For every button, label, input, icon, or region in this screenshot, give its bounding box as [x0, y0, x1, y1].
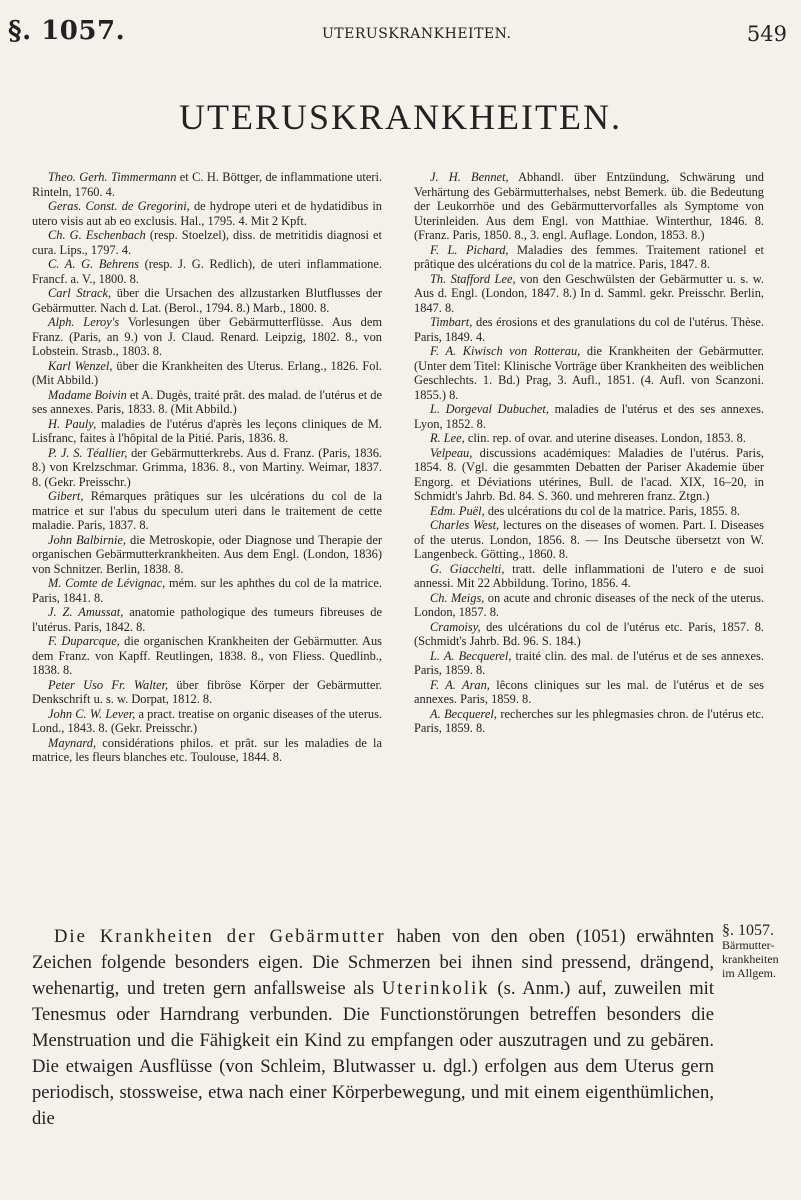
entry-text: Vorlesungen über Gebärmutterflüsse. Aus dem Franz. (Paris, an 9.) von J. Claud. Renard. Leipzig, 1802. 8., von Lobstein. Strasb., 1803. 8.	[32, 315, 382, 358]
bibliography-entry	[32, 315, 382, 359]
entry-author: Theo. Gerh. Timmermann	[48, 170, 177, 184]
entry-author: Velpeau,	[430, 445, 473, 460]
entry-author: Maynard,	[48, 735, 97, 750]
entry-author: F. A. Aran,	[430, 677, 490, 692]
entry-text: et C. H. Böttger, de inflammatione uteri. Rinteln, 1760. 4.	[32, 170, 382, 199]
entry-author: M. Comte de Lévignac,	[48, 576, 166, 590]
bibliography-entry	[32, 286, 382, 315]
bibliography-entry	[414, 431, 764, 446]
entry-text: des érosions et des granulations du col de l'utérus. Thèse. Paris, 1849. 4.	[414, 315, 764, 344]
bibliography-entry	[32, 199, 382, 228]
entry-text: die Krankheiten der Gebärmutter. (Unter dem Titel: Klinische Vorträge über Krankheiten des weiblichen Geschlechts. 1. Bd.) Prag, 3. Aufl., 1851. (4. Aufl. von Scanzoni. 1855.) 8.	[414, 344, 764, 402]
bibliography-entry	[414, 678, 764, 707]
entry-text: considérations philos. et prât. sur les maladies de la matrice, les fleurs blanches etc. Toulouse, 1844. 8.	[32, 735, 382, 764]
main-text-part1: haben von den oben (1051) erwähnten Zeichen folgende besonders eigen. Die Schmerzen bei ihnen sind pressend, drängend, wehenartig, und treten gern anfallsweise als	[32, 926, 714, 999]
entry-author: Th. Stafford Lee,	[430, 271, 516, 286]
entry-text: die Metroskopie, oder Diagnose und Therapie der organischen Gebärmutterkrankheiten. Aus dem Engl. (London, 1836) von Schnitzer. Berlin, 1838. 8.	[32, 532, 383, 576]
entry-text: der Gebärmutterkrebs. Aus d. Franz. (Paris, 1836. 8.) von Krelzschmar. Grimma, 1836. 8., von Martiny. Weimar, 1837. 8. (Gekr. Preisschr.)	[32, 445, 382, 489]
bibliography-entry	[32, 533, 382, 577]
main-text-lead: Die Krankheiten der Gebärmutter	[54, 926, 386, 947]
entry-author: Edm. Puël,	[430, 503, 485, 518]
entry-text: clin. rep. of ovar. and uterine diseases. London, 1853. 8.	[464, 431, 746, 445]
bibliography-entry	[32, 707, 382, 736]
margin-note-line: im Allgem.	[722, 966, 776, 980]
entry-author: Alph. Leroy's	[48, 315, 120, 329]
bibliography-entry	[414, 562, 764, 591]
margin-note	[722, 924, 798, 980]
bibliography-entry	[32, 605, 382, 634]
entry-text: on acute and chronic diseases of the neck of the uterus. London, 1857. 8.	[414, 590, 764, 619]
entry-author: Peter Uso Fr. Walter,	[48, 677, 169, 692]
entry-text: traité clin. des mal. de l'utérus et de ses annexes. Paris, 1859. 8.	[414, 648, 764, 677]
entry-text: maladies de l'utérus et des ses annexes. Lyon, 1852. 8.	[414, 402, 764, 431]
entry-author: Gibert,	[48, 489, 84, 503]
main-text-part2: (s. Anm.) auf, zuweilen mit Tenesmus oder Harndrang verbunden. Die Functionstörungen betreffen besonders die Menstruation und die Fähigkeit ein Kind zu empfangen oder auszutragen und zu gebären. Die etwaigen Ausflüsse (von Schleim, Blutwasser u. dgl.) erfolgen aus dem Uterus gern periodisch, stossweise, etwa nach einer Körperbewegung, und mit einem eigenthümlichen, die	[32, 978, 714, 1129]
entry-text: Rémarques prâtiques sur les ulcérations du col de la matrice et sur l'abus du speculum uteri dans le traitement de cette maladie. Paris, 1837. 8.	[32, 489, 382, 532]
running-head-section: §. 1057.	[8, 16, 126, 46]
entry-author: Timbart,	[430, 315, 473, 329]
entry-author: Madame Boivin	[48, 387, 127, 402]
entry-text: die organischen Krankheiten der Gebärmutter. Aus dem Franz. von Kapff. Reutlingen, 1838. 8., von Fliess. Quedlinb., 1838. 8.	[32, 634, 382, 677]
entry-author: G. Giacchelti,	[430, 561, 505, 576]
entry-text: von den Geschwülsten der Gebärmutter u. s. w. Aus d. Engl. (London, 1847. 8.) In d. Samml. gekr. Preisschr. Berlin, 1847. 8.	[414, 271, 765, 315]
bibliography-entry	[32, 576, 382, 605]
main-paragraph	[32, 924, 714, 1132]
bibliography-entry	[32, 359, 382, 388]
entry-text: maladies de l'utérus d'après les leçons cliniques de M. Lisfranc, faites à l'hôpital de la Pitié. Paris, 1836. 8.	[32, 416, 382, 445]
entry-author: F. Duparcque,	[48, 634, 120, 648]
entry-text: des ulcérations du col de la matrice. Paris, 1855. 8.	[484, 503, 741, 518]
bibliography-entry	[32, 417, 382, 446]
entry-author: R. Lee,	[430, 431, 465, 445]
entry-text: Abhandl. über Entzündung, Schwärung und Verhärtung des Gebärmutterhalses, nebst Bemerk. üb. die Bedeutung der Leukorrhöe und des Gebärmuttervorfalles als Symptome von Uterinleiden. Aus dem Engl. von Matthiae. Winterthur, 1846. 8. (Franz. Paris, 1850. 8., 3. engl. Auflage. London, 1853. 8.)	[414, 170, 764, 242]
bibliography-entry	[414, 402, 764, 431]
running-head	[0, 16, 801, 56]
entry-author: John C. W. Lever,	[48, 706, 136, 721]
entry-text: lectures on the diseases of women. Part. I. Diseases of the uterus. London, 1856. 8. — Ins Deutsche übersetzt von W. Langenbeck. Götting., 1860. 8.	[414, 518, 764, 561]
entry-text: a pract. treatise on organic diseases of the uterus. Lond., 1843. 8. (Gekr. Preisschr.)	[32, 706, 382, 735]
entry-author: L. Dorgeval Dubuchet,	[430, 402, 549, 416]
entry-author: J. Z. Amussat,	[48, 605, 124, 619]
bibliography-entry	[414, 315, 764, 344]
bibliography-entry	[414, 344, 764, 402]
entry-text: über die Krankheiten des Uterus. Erlang., 1826. Fol. (Mit Abbild.)	[32, 358, 382, 387]
bibliography-entry	[414, 591, 764, 620]
bibliography-entry	[414, 243, 764, 272]
bibliography-entry	[32, 228, 382, 257]
bibliography-entry	[32, 489, 382, 533]
entry-text: über die Ursachen des allzustarken Blutflusses der Gebärmutter. Nach d. Lat. (Berol., 1794. 8.) Marb., 1800. 8.	[32, 286, 382, 315]
entry-author: L. A. Becquerel,	[430, 648, 512, 663]
bibliography-entry	[32, 634, 382, 678]
entry-author: H. Pauly,	[48, 416, 97, 431]
entry-text: discussions académiques: Maladies de l'utérus. Paris, 1854. 8. (Vgl. die gesammten Debatten der Pariser Akademie über Engorg. et Déviations utérines, Bull. de l'acad. XIX, 16–20, in Schmidt's Jahrb. Bd. 84. S. 360. und mehreren franz. Ztgn.)	[414, 445, 764, 503]
running-head-title: UTERUSKRANKHEITEN.	[322, 26, 512, 42]
bibliography-entry	[32, 736, 382, 765]
bibliography-entry	[414, 620, 764, 649]
bibliography-entry	[32, 678, 382, 707]
bibliography-left-column	[32, 170, 382, 765]
entry-author: Charles West,	[430, 518, 500, 532]
entry-text: mém. sur les aphthes du col de la matrice. Paris, 1841. 8.	[32, 576, 383, 605]
main-text	[32, 924, 714, 1132]
entry-author: John Balbirnie,	[48, 532, 127, 547]
chapter-title: UTERUSKRANKHEITEN.	[179, 97, 622, 137]
bibliography-entry	[32, 170, 382, 199]
bibliography-entry	[414, 446, 764, 504]
entry-author: F. L. Pichard,	[430, 242, 509, 257]
margin-note-line: Bärmutter-	[722, 938, 775, 952]
page-number: 549	[746, 22, 787, 46]
bibliography-entry	[414, 504, 764, 519]
entry-text: (resp. Stoelzel), diss. de metritidis diagnosi et cura. Lips., 1797. 4.	[32, 228, 382, 257]
entry-author: P. J. S. Téallier,	[48, 445, 128, 460]
entry-author: Karl Wenzel,	[48, 358, 113, 373]
entry-text: Maladies des femmes. Traitement rationel et prâtique des ulcérations du col de la matrice. Paris, 1847. 8.	[414, 242, 764, 271]
bibliography-entry	[32, 388, 382, 417]
entry-text: über fibröse Körper der Gebärmutter. Denkschrift u. s. w. Dorpat, 1812. 8.	[32, 677, 382, 706]
entry-author: Geras. Const. de Gregorini,	[48, 199, 190, 213]
entry-text: anatomie pathologique des tumeurs fibreuses de l'utérus. Paris, 1842. 8.	[32, 605, 382, 634]
entry-author: Carl Strack,	[48, 286, 112, 300]
entry-author: F. A. Kiwisch von Rotterau,	[430, 344, 581, 358]
entry-author: Ch. Meigs,	[430, 590, 485, 605]
main-text-term: Uterinkolik	[381, 978, 490, 999]
entry-text: lêcons cliniques sur les mal. de l'utérus et de ses annexes. Paris, 1859. 8.	[414, 677, 764, 706]
entry-author: Ch. G. Eschenbach	[48, 228, 146, 242]
entry-author: Cramoisy,	[430, 619, 481, 634]
bibliography-entry	[414, 518, 764, 562]
entry-text: de hydrope uteri et de hydatidibus in utero visis aut ab eo exclusis. Hal., 1795. 4. Mit 2 Kpft.	[32, 199, 382, 228]
entry-text: (resp. J. G. Redlich), de uteri inflammatione. Francf. a. V., 1800. 8.	[32, 257, 382, 286]
entry-author: A. Becquerel,	[430, 706, 497, 721]
bibliography-right-column	[414, 170, 764, 736]
bibliography-entry	[414, 707, 764, 736]
bibliography-entry	[32, 446, 382, 490]
entry-author: C. A. G. Behrens	[48, 257, 139, 271]
entry-text: des ulcérations du col de l'utérus etc. Paris, 1857. 8. (Schmidt's Jahrb. Bd. 96. S. 184.)	[414, 619, 764, 648]
margin-note-section: §. 1057.	[722, 922, 774, 939]
margin-note-line: krankheiten	[722, 952, 779, 966]
entry-text: et A. Dugès, traité prât. des malad. de l'utérus et de ses annexes. Paris, 1833. 8. (Mit Abbild.)	[32, 387, 382, 416]
bibliography-entry	[414, 170, 764, 243]
entry-text: recherches sur les phlegmasies chron. de l'utérus etc. Paris, 1859. 8.	[414, 706, 765, 735]
entry-text: tratt. delle inflammationi de l'utero e de suoi annessi. Mit 22 Abbildung. Torino, 1856. 4.	[414, 561, 764, 590]
bibliography-entry	[414, 272, 764, 316]
entry-author: J. H. Bennet,	[430, 170, 509, 184]
bibliography-entry	[414, 649, 764, 678]
bibliography-entry	[32, 257, 382, 286]
